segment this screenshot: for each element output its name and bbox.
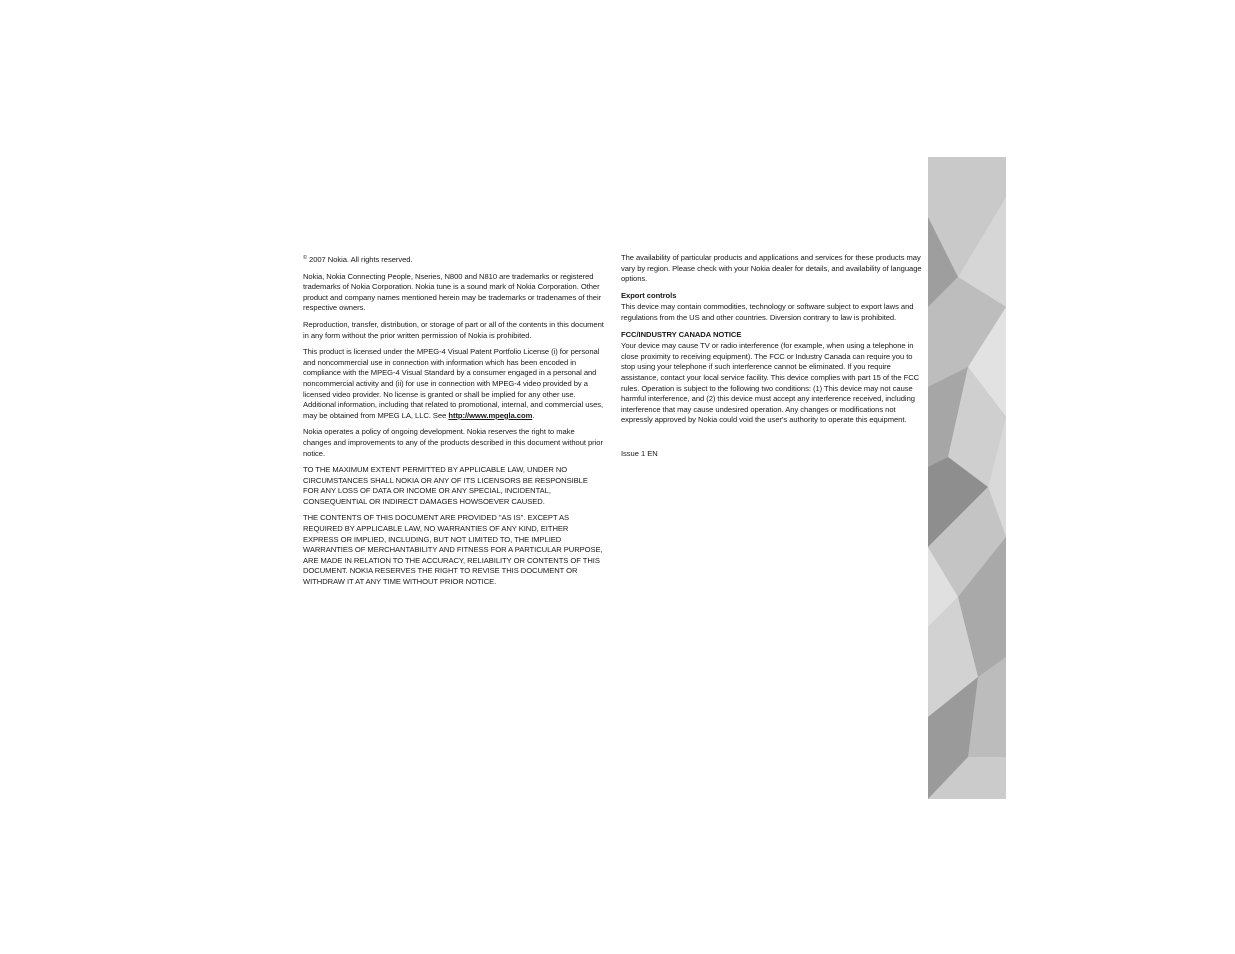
fcc-heading: FCC/INDUSTRY CANADA NOTICE [621, 329, 742, 339]
trademarks-paragraph: Nokia, Nokia Connecting People, Nseries, N800 and N810 are trademarks or registered trademarks of Nokia Corporation. Nokia tune is a sound mark of Nokia Corporation. Other product and company names mentioned herein may be trademarks or tradenames of their respective owners. [303, 271, 602, 313]
license-paragraph [303, 347, 605, 421]
reproduction-paragraph: Reproduction, transfer, distribution, or storage of part or all of the contents in this document in any form without the prior written permission of Nokia is prohibited. [303, 319, 604, 340]
right-column [621, 253, 923, 460]
copyright-symbol: © [303, 255, 308, 261]
fcc-section [621, 330, 923, 426]
copyright-notice [303, 253, 605, 266]
side-band-graphic [928, 157, 1006, 799]
mpegla-link[interactable]: http://www.mpegla.com [448, 410, 533, 420]
fcc-paragraph: Your device may cause TV or radio interference (for example, when using a telephone in close proximity to receiving equipment). The FCC or Industry Canada can require you to stop using your telephone if such interference cannot be eliminated. If you require assistance, contact your local service facility. This device complies with part 15 of the FCC rules. Operation is subject to the following two conditions: (1) This device may not cause harmful interference, and (2) this device must accept any interference received, including interference that may cause undesired operation. Any changes or modifications not expressly approved by Nokia could void the user's authority to operate this equipment. [621, 341, 920, 425]
left-column [303, 253, 605, 594]
as-is-paragraph: THE CONTENTS OF THIS DOCUMENT ARE PROVIDED "AS IS". EXCEPT AS REQUIRED BY APPLICABLE LAW, NO WARRANTIES OF ANY KIND, EITHER EXPRESS OR IMPLIED, INCLUDING, BUT NOT LIMITED TO, THE IMPLIED WARRANTIES OF MERCHANTABILITY AND FITNESS FOR A PARTICULAR PURPOSE, ARE MADE IN RELATION TO THE ACCURACY, RELIABILITY OR CONTENTS OF THIS DOCUMENT. NOKIA RESERVES THE RIGHT TO REVISE THIS DOCUMENT OR WITHDRAW IT AT ANY TIME WITHOUT PRIOR NOTICE. [303, 513, 603, 587]
issue-label: Issue 1 EN [621, 448, 658, 458]
development-paragraph: Nokia operates a policy of ongoing development. Nokia reserves the right to make changes and improvements to any of the products described in this document without prior notice. [303, 427, 603, 458]
export-section [621, 291, 923, 324]
license-end: . [532, 410, 535, 420]
license-text: This product is licensed under the MPEG-4 Visual Patent Portfolio License (i) for personal and noncommercial use in connection with information which has been encoded in compliance with the MPEG-4 Visual Standard by a consumer engaged in a personal and noncommercial activity and (ii) for use in connection with MPEG-4 video provided by a licensed video provider. No license is granted or shall be implied for any other use. Additional information, including that related to promotional, internal, and commercial uses, may be obtained from MPEG LA, LLC. See [303, 347, 604, 420]
export-heading: Export controls [621, 290, 677, 300]
availability-paragraph: The availability of particular products and applications and services for these products may vary by region. Please check with your Nokia dealer for details, and availability of language options. [621, 253, 922, 284]
decorative-side-band [928, 157, 1006, 799]
liability-paragraph: TO THE MAXIMUM EXTENT PERMITTED BY APPLICABLE LAW, UNDER NO CIRCUMSTANCES SHALL NOKIA OR ANY OF ITS LICENSORS BE RESPONSIBLE FOR ANY LOSS OF DATA OR INCOME OR ANY SPECIAL, INCIDENTAL, CONSEQUENTIAL OR INDIRECT DAMAGES HOWSOEVER CAUSED. [303, 465, 588, 506]
export-paragraph: This device may contain commodities, technology or software subject to export laws and regulations from the US and other countries. Diversion contrary to law is prohibited. [621, 302, 914, 322]
copyright-text: 2007 Nokia. All rights reserved. [309, 255, 413, 264]
